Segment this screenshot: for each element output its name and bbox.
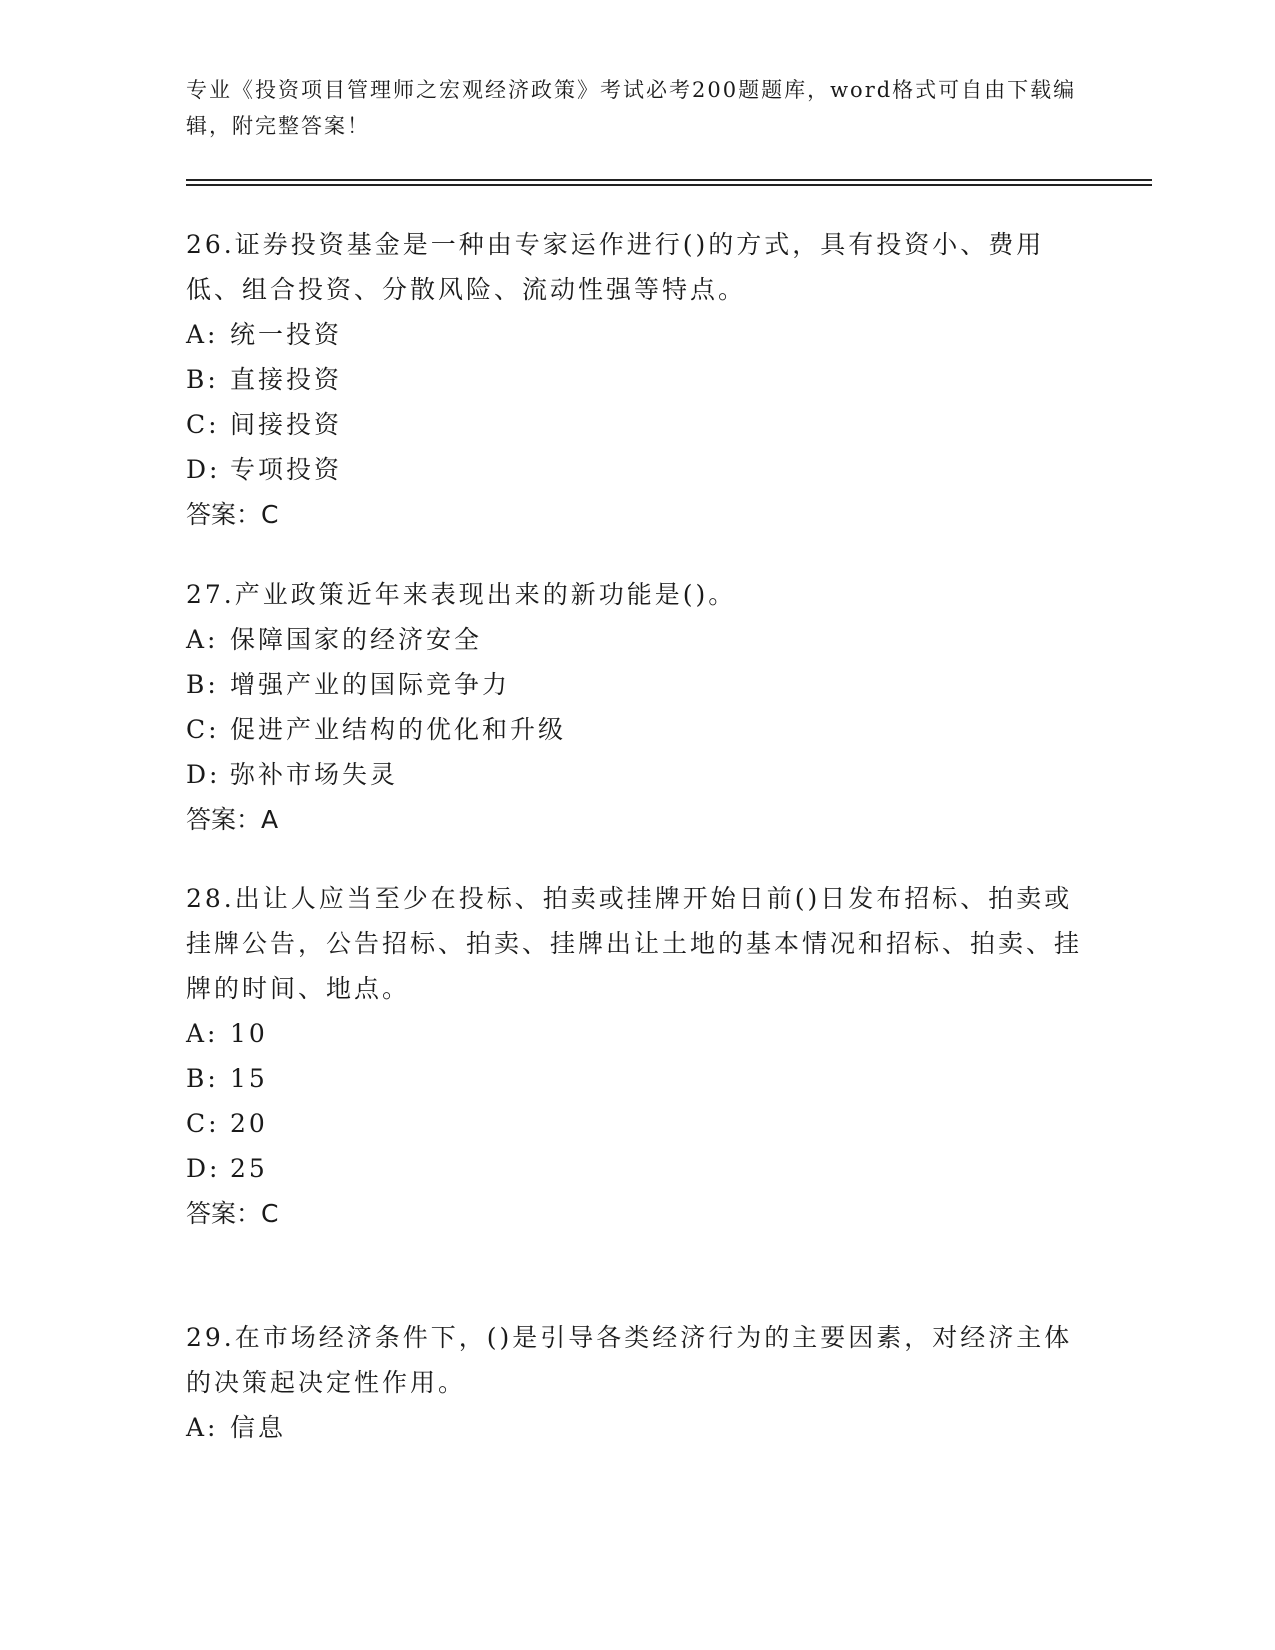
option-b	[186, 357, 1086, 402]
option-text: 25	[230, 1154, 268, 1183]
option-text: 统一投资	[230, 320, 343, 349]
option-c	[186, 707, 1086, 752]
option-text: 弥补市场失灵	[230, 760, 399, 789]
option-key: D:	[186, 1154, 221, 1183]
option-a	[186, 1405, 1086, 1450]
option-text: 专项投资	[230, 455, 343, 484]
option-a	[186, 312, 1086, 357]
option-d	[186, 752, 1086, 797]
header-divider-bottom	[186, 184, 1152, 186]
option-c	[186, 402, 1086, 447]
option-key: A:	[186, 1413, 219, 1442]
option-key: A:	[186, 1019, 219, 1048]
option-c	[186, 1101, 1086, 1146]
question-stem: 29.在市场经济条件下，()是引导各类经济行为的主要因素，对经济主体的决策起决定性作用。	[186, 1323, 1073, 1397]
option-key: B:	[186, 365, 219, 394]
option-key: D:	[186, 760, 221, 789]
option-text: 10	[230, 1019, 268, 1048]
option-text: 增强产业的国际竞争力	[230, 670, 511, 699]
option-text: 15	[230, 1064, 268, 1093]
header-divider-top	[186, 179, 1152, 181]
option-key: A:	[186, 625, 219, 654]
option-text: 20	[230, 1109, 268, 1138]
document-header: 专业《投资项目管理师之宏观经济政策》考试必考200题题库，word格式可自由下载编辑，附完整答案！	[186, 78, 1077, 138]
answer: 答案：C	[186, 1199, 279, 1228]
option-key: C:	[186, 715, 220, 744]
option-text: 保障国家的经济安全	[230, 625, 483, 654]
option-a	[186, 617, 1086, 662]
question-stem: 26.证券投资基金是一种由专家运作进行()的方式，具有投资小、费用低、组合投资、分散风险、流动性强等特点。	[186, 230, 1045, 304]
question-26	[186, 222, 1086, 537]
option-text: 促进产业结构的优化和升级	[230, 715, 567, 744]
option-key: B:	[186, 1064, 219, 1093]
option-a	[186, 1011, 1086, 1056]
option-text: 信息	[230, 1413, 287, 1442]
option-key: A:	[186, 320, 219, 349]
option-b	[186, 1056, 1086, 1101]
answer: 答案：C	[186, 500, 279, 529]
option-d	[186, 447, 1086, 492]
option-key: D:	[186, 455, 221, 484]
question-stem: 28.出让人应当至少在投标、拍卖或挂牌开始日前()日发布招标、拍卖或挂牌公告，公告招标、拍卖、挂牌出让土地的基本情况和招标、拍卖、挂牌的时间、地点。	[186, 884, 1083, 1003]
answer: 答案：A	[186, 805, 279, 834]
question-29	[186, 1315, 1086, 1450]
option-text: 间接投资	[230, 410, 343, 439]
question-28	[186, 876, 1086, 1236]
option-b	[186, 662, 1086, 707]
option-key: C:	[186, 410, 220, 439]
option-d	[186, 1146, 1086, 1191]
option-key: C:	[186, 1109, 220, 1138]
option-key: B:	[186, 670, 219, 699]
question-27	[186, 572, 1086, 842]
option-text: 直接投资	[230, 365, 343, 394]
question-stem: 27.产业政策近年来表现出来的新功能是()。	[186, 580, 737, 609]
